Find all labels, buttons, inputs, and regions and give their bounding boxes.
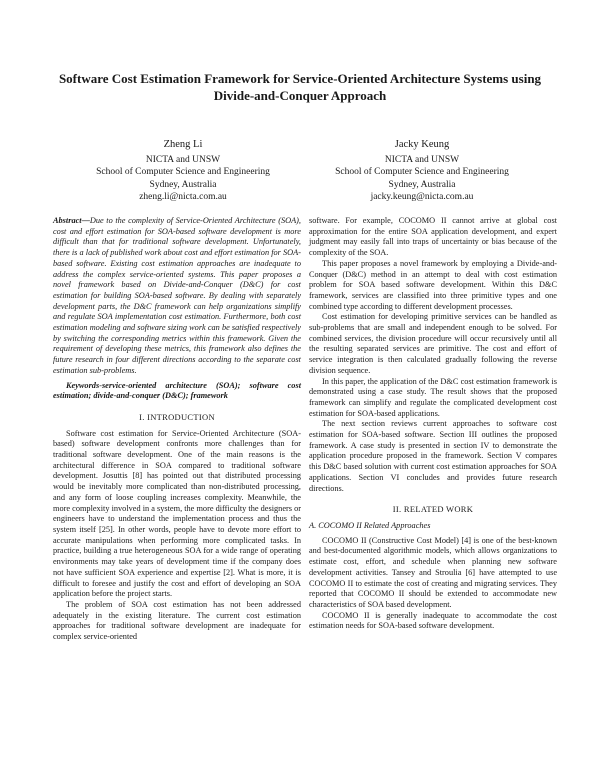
author-affiliation: NICTA and UNSW [145, 154, 221, 165]
author-location: Sydney, Australia [388, 179, 456, 190]
author-name: Jacky Keung [394, 139, 450, 150]
author-location: Sydney, Australia [149, 179, 217, 190]
author-affiliation: NICTA and UNSW [384, 154, 460, 165]
paragraph: In this paper, the application of the D&C cost estimation framework is demonstrated using a case study. The result shows that the proposed framework can simplify and regulate the complicated development cost estimation for SOA-based applications. [309, 376, 557, 418]
paragraph: The next section reviews current approaches to software cost estimation for SOA-based software. Section III outlines the proposed framework. A case study is presented in section IV to demonstrate the application procedure proposed in the framework. Section V compares this D&C based solution with current cost estimation approaches for SOA applications. Section VI concludes and provides future research directions. [309, 419, 557, 493]
paragraph: software. For example, COCOMO II cannot arrive at global cost approximation for the entire SOA application development, and expert judgment may easily fall into traps of uncertainty or bias because of the complexity of the SOA. [309, 216, 557, 258]
author-email: zheng.li@nicta.com.au [139, 192, 227, 202]
author-block-2 [312, 139, 532, 204]
author-name: Zheng Li [163, 139, 203, 150]
author-department: School of Computer Science and Engineering [335, 167, 509, 177]
abstract-text: Due to the complexity of Service-Oriented Architecture (SOA), cost and effort estimation for SOA-based software development is more difficult than that for traditional software development. Unfortunately, there is a lack of published work about cost and effort estimation for SOA-based software. Existing cost estimation approaches are inadequate to address the complex service-oriented systems. This paper proposes a novel framework based on Divide-and-Conquer (D&C) for cost estimation for building SOA-based software. By dealing with separately development parts, the D&C framework can help organizations simplify and regulate SOA implementation cost estimation. Furthermore, both cost estimation modeling and software sizing work can be satisfied respectively by switching the corresponding metrics within this framework. Given the requirement of developing these metrics, this framework also defines the future research in four different directions according to the separate cost estimation sub-problems. [53, 216, 301, 375]
paper-title: Software Cost Estimation Framework for Service-Oriented Architecture Systems using Divide-and-Conquer Approach [58, 71, 542, 103]
abstract [53, 216, 301, 377]
abstract-lead: Abstract— [53, 216, 90, 225]
keywords: Keywords-service-oriented architecture (SOA); software cost estimation; divide-and-conquer (D&C); framework [53, 380, 301, 401]
subsection-heading: A. COCOMO II Related Approaches [309, 520, 431, 530]
section-heading-related-work: II. RELATED WORK [392, 504, 474, 515]
author-department: School of Computer Science and Engineering [96, 167, 270, 177]
paragraph: The problem of SOA cost estimation has not been addressed adequately in the existing literature. The current cost estimation approaches for traditional software development are inadequate for complex service-oriented [53, 599, 301, 642]
paragraph: Cost estimation for developing primitive services can be handled as sub-problems that are small and independent enough to be solved. For combined services, the division procedure will occur recursively until all the resulting separated services are primitive. The cost and effort of service integration is then calculated gradually following the reverse division sequence. [309, 312, 557, 375]
author-block-1 [73, 139, 293, 204]
left-column [53, 216, 301, 643]
section-heading-introduction: I. INTRODUCTION [139, 411, 215, 422]
paragraph: Software cost estimation for Service-Oriented Architecture (SOA-based) software development confronts more challenges than for traditional software development. One of the main reasons is the architectural difference in SOA compared to traditional software development. Josuttis [8] has pointed out that distributed processing would be inevitably more complicated than non-distributed processing, and any form of loose coupling increases complexity. Meanwhile, the more complexity involved in a system, the more difficulty the designers or engineers have to understand the implementation process and thus the system itself [25]. In other words, people have to devote more effort to accurate manipulations when performing more complicated tasks. In practice, building a true heterogeneous SOA for a wide range of operating environments may take years of development time if the company does not have sufficient SOA experience and expertise [2]. What is more, it is difficult to foresee and justify the cost and effort of developing an SOA application before the project starts. [53, 428, 301, 599]
author-email: jacky.keung@nicta.com.au [370, 192, 474, 202]
right-column [309, 216, 557, 632]
paragraph: This paper proposes a novel framework by employing a Divide-and-Conquer (D&C) method in an attempt to deal with cost estimation problem for SOA based software development. Within this D&C framework, services are classified into three primitive types and one combined type according to different development processes. [309, 258, 557, 311]
paragraph: COCOMO II is generally inadequate to accommodate the cost estimation needs for SOA-based software development. [309, 610, 557, 631]
paragraph: COCOMO II (Constructive Cost Model) [4] is one of the best-known and best-documented algorithmic models, which allows organizations to estimate cost, effort, and schedule when planning new software development activities. Tansey and Stroulia [6] have attempted to use COCOMO II to estimate the cost of creating and migrating services. They reported that COCOMO II should be extended to accommodate new characteristics of SOA based development. [309, 535, 557, 609]
